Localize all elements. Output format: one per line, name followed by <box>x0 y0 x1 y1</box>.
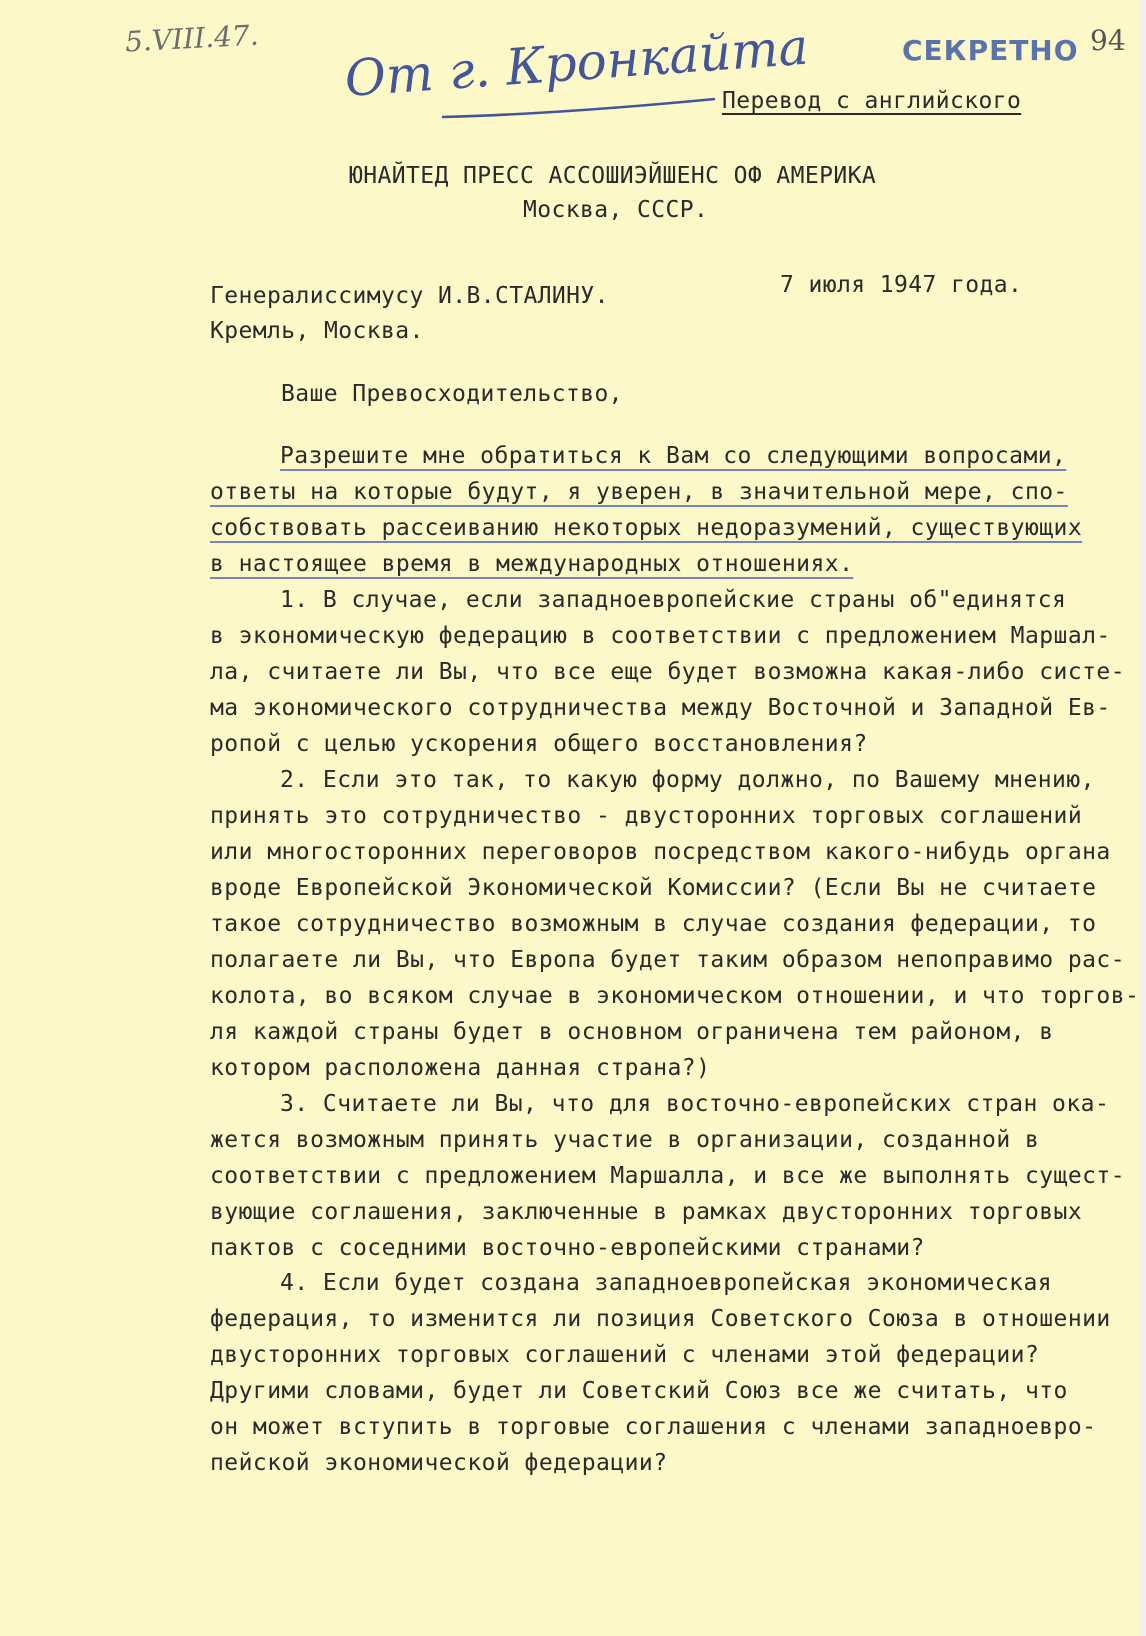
intro-line: в настоящее время в международных отношениях. <box>210 551 854 577</box>
handwritten-note: От г. Кронкайта <box>342 17 811 108</box>
question-1-line: ма экономического сотрудничества между Восточной и Западной Ев- <box>210 695 1111 721</box>
question-1-line: 1. В случае, если западноевропейские страны об"единятся <box>280 587 1067 613</box>
question-2-line: колота, во всяком случае в экономическом отношении, и что торгов- <box>210 983 1140 1009</box>
question-2-line: или многосторонних переговоров посредством какого-нибудь органа <box>210 839 1111 865</box>
intro-line: Разрешите мне обратиться к Вам со следующими вопросами, <box>280 443 1067 469</box>
question-2-line: такое сотрудничество возможным в случае создания федерации, то <box>210 911 1097 937</box>
recipient-line-2: Кремль, Москва. <box>210 318 424 344</box>
question-2 <box>210 762 1140 1086</box>
question-2-line: ля каждой страны будет в основном ограничена тем районом, в <box>210 1019 1054 1045</box>
question-2-line: вроде Европейской Экономической Комиссии? (Если Вы не считаете <box>210 875 1097 901</box>
question-4-line: пейской экономической федерации? <box>210 1450 668 1476</box>
recipient-line-1: Генералиссимусу И.В.СТАЛИНУ. <box>210 283 609 309</box>
question-3-line: жется возможным принять участие в организации, созданной в <box>210 1127 1040 1153</box>
question-1 <box>210 582 1126 762</box>
salutation: Ваше Превосходительство, <box>281 381 623 407</box>
secret-stamp: СЕКРЕТНО <box>902 34 1079 67</box>
question-4-line: двусторонних торговых соглашений с членами этой федерации? <box>210 1342 1040 1368</box>
intro-paragraph <box>210 438 1115 582</box>
organization-location: Москва, СССР. <box>523 197 709 223</box>
question-2-line: котором расположена данная страна?) <box>210 1055 711 1081</box>
question-2-line: полагаете ли Вы, что Европа будет таким образом непоправимо рас- <box>210 947 1126 973</box>
question-4-line: Другими словами, будет ли Советский Союз все же считать, что <box>210 1378 1068 1404</box>
pencil-page-number: 94 <box>1090 24 1126 57</box>
question-3-line: пактов с соседними восточно-европейскими странами? <box>210 1235 925 1261</box>
intro-line: собствовать рассеиванию некоторых недоразумений, существующих <box>210 515 1083 541</box>
question-1-line: ла, считаете ли Вы, что все еще будет возможна какая-либо систе- <box>210 659 1126 685</box>
question-3-line: 3. Считаете ли Вы, что для восточно-европейских стран ока- <box>280 1091 1110 1117</box>
question-3-line: вующие соглашения, заключенные в рамках двусторонних торговых <box>210 1199 1083 1225</box>
question-4-line: 4. Если будет создана западноевропейская экономическая <box>280 1270 1053 1296</box>
letter-date: 7 июля 1947 года. <box>780 272 1023 298</box>
question-1-line: в экономическую федерацию в соответствии с предложением Маршал- <box>210 623 1111 649</box>
question-3 <box>210 1086 1126 1266</box>
translation-note: Перевод с английского <box>722 88 1022 114</box>
intro-line: ответы на которые будут, я уверен, в значительной мере, спо- <box>210 479 1068 505</box>
question-2-line: принять это сотрудничество - двусторонних торговых соглашений <box>210 803 1083 829</box>
question-4-line: федерация, то изменится ли позиция Советского Союза в отношении <box>210 1306 1111 1332</box>
pencil-date: 5.VIII.47. <box>124 18 260 59</box>
handwritten-underline <box>440 95 720 125</box>
organization-name: ЮНАЙТЕД ПРЕСС АССОШИЭЙШЕНС ОФ АМЕРИКА <box>349 163 877 189</box>
question-4 <box>210 1265 1115 1481</box>
question-1-line: ропой с целью ускорения общего восстановления? <box>210 731 868 757</box>
question-4-line: он может вступить в торговые соглашения с членами западноевро- <box>210 1414 1097 1440</box>
question-2-line: 2. Если это так, то какую форму должно, по Вашему мнению, <box>280 767 1095 793</box>
question-3-line: соответствии с предложением Маршалла, и все же выполнять сущест- <box>210 1163 1126 1189</box>
